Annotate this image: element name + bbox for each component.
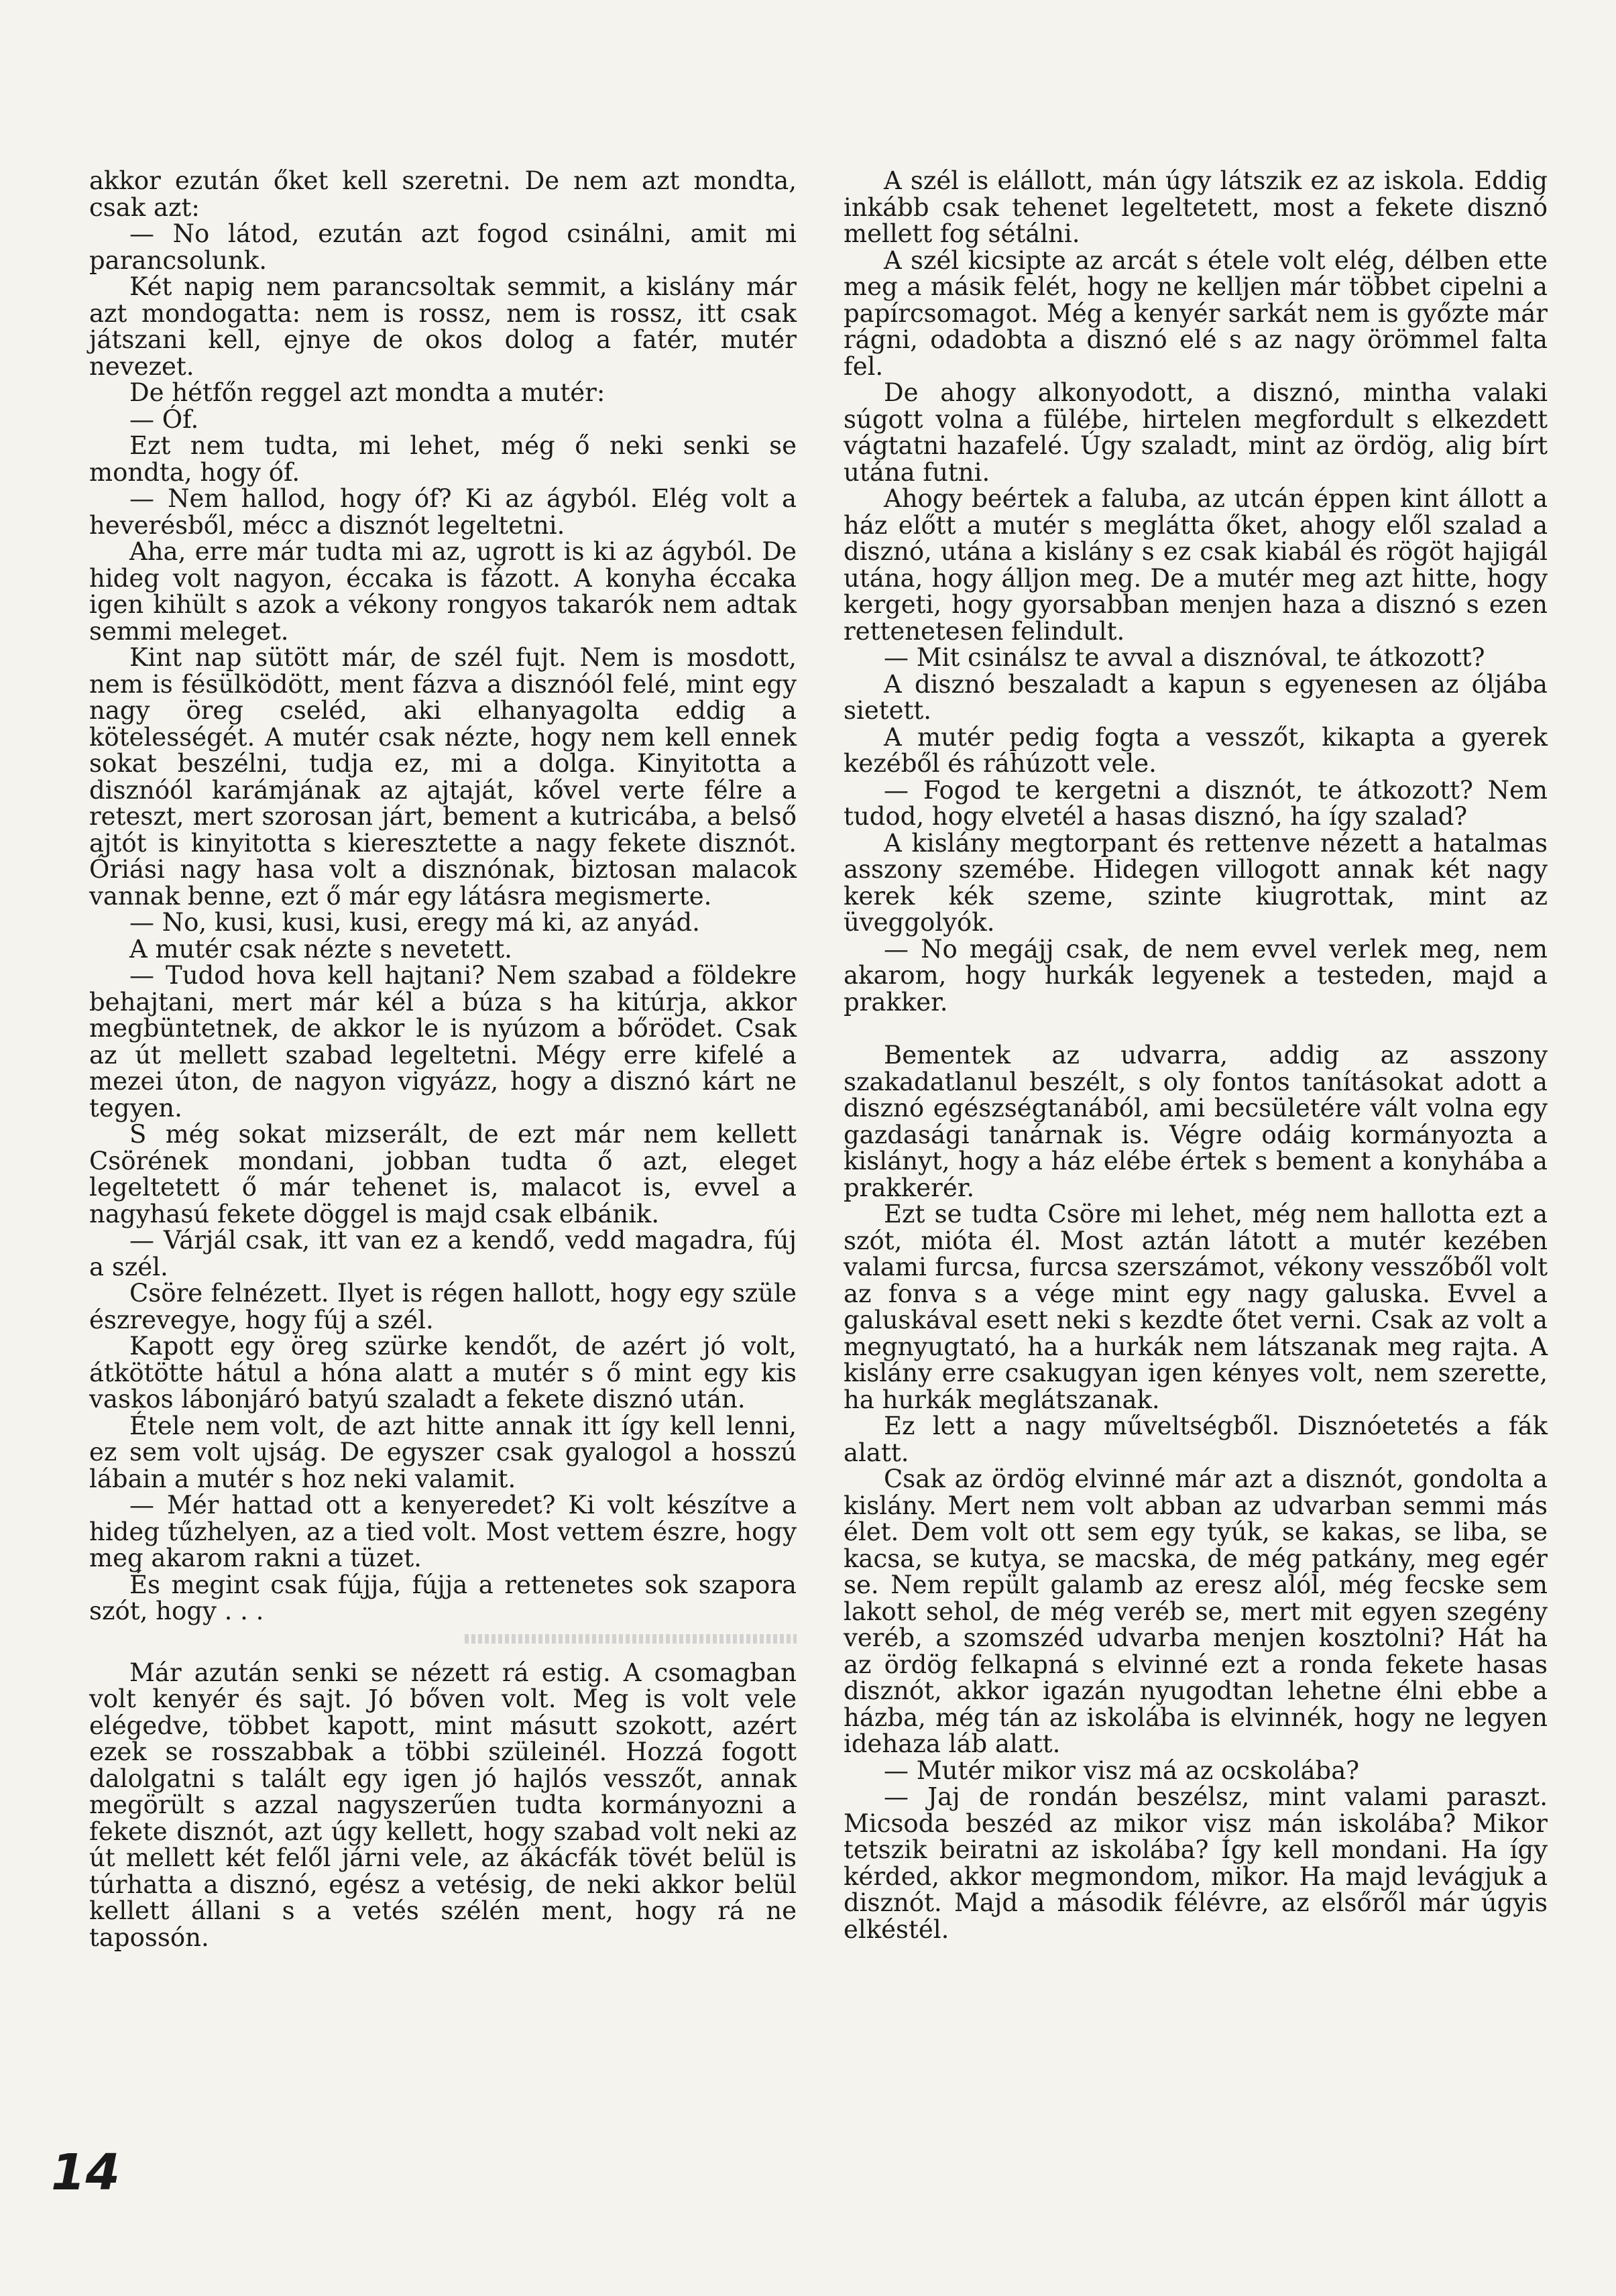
- right-column-paragraph: Csak az ördög elvinné már azt a disznót, gondolta a kislány. Mert nem volt abban az udvarban semmi más élet. Dem volt ott sem egy tyúk, se kakas, se liba, se kacsa, se kutya, se macska, de még patkány, meg egér se. Nem repült galamb az eresz alól, még fecske sem lakott sehol, de még veréb se, mert mit egyen szegény veréb, a szomszéd udvarba menjen kosztolni? Hát ha az ördög felkapná s elvinné ezt a ronda fekete hasas disznót, akkor igazán nyugodtan lehetne élni ebbe a házba, még tán az iskolába is elvinnék, hogy ne legyen idehaza láb alatt.: [844, 1465, 1548, 1758]
- right-column: [844, 168, 1548, 1943]
- left-column-paragraph: Csöre felnézett. Ilyet is régen hallott, hogy egy szüle észrevegye, hogy fúj a szél.: [89, 1279, 797, 1334]
- right-column-paragraph: A szél kicsipte az arcát s étele volt elég, délben ette meg a másik felét, hogy ne kelljen már többet cipelni a papírcsomagot. Még a kenyér sarkát nem is győzte már rágni, odadobta a disznó elé s az nagy örömmel falta fel.: [844, 245, 1548, 381]
- left-column-paragraph: akkor ezután őket kell szeretni. De nem azt mondta, csak azt:: [89, 166, 797, 222]
- right-column-paragraph: Bementek az udvarra, addig az asszony szakadatlanul beszélt, s oly fontos tanításokat adott a disznó egészségtanából, ami becsületére vált volna egy gazdasági tanárnak is. Végre odáig kormányozta a kislányt, hogy a ház elébe értek s bement a konyhába a prakkerér.: [844, 1041, 1548, 1202]
- left-column-paragraph: — Óf.: [129, 404, 199, 434]
- right-column-paragraph: — Mutér mikor visz má az ocskolába?: [884, 1756, 1360, 1785]
- right-column-paragraph: Ahogy beértek a faluba, az utcán éppen kint állott a ház előtt a mutér s meglátta őket, ahogy elől szalad a disznó, utána a kislány s ez csak kiabál és rögöt hajigál utána, hogy álljon meg. De a mutér meg azt hitte, hogy kergeti, hogy gyorsabban menjen haza a disznó s ezen rettenetesen felindult.: [844, 484, 1548, 646]
- left-column-paragraph: Két napig nem parancsoltak semmit, a kislány már azt mondogatta: nem is rossz, nem is rossz, itt csak játszani kell, ejnye de okos dolog a fatér, mutér nevezet.: [89, 272, 797, 381]
- left-column-paragraph: S még sokat mizserált, de ezt már nem kellett Csörének mondani, jobban tudta ő azt, eleget legeltetett ő már tehenet is, malacot is, evvel a nagyhasú fekete döggel is majd csak elbánik.: [89, 1120, 797, 1228]
- left-column-paragraph: Már azután senki se nézett rá estig. A csomagban volt kenyér és sajt. Jó bőven volt. Meg is volt vele elégedve, többet kapott, mint másutt szokott, azért ezek se rosszabbak a többi szüleinél. Hozzá fogott dalolgatni s talált egy igen jó hajlós vesszőt, annak megörült s azzal nagyszerűen tudta kormányozni a fekete disznót, azt úgy kellett, hogy szabad volt neki az út mellett két felől járni vele, az ákácfák tövét belül is túrhatta a disznó, egész a vetésig, de neki akkor belül kellett állani s a vetés szélén ment, hogy rá ne tapossón.: [89, 1658, 797, 1952]
- left-column-paragraph: De hétfőn reggel azt mondta a mutér:: [129, 378, 605, 407]
- left-column-paragraph: — Várjál csak, itt van ez a kendő, vedd magadra, fúj a szél.: [89, 1226, 797, 1281]
- left-column-paragraph: És megint csak fújja, fújja a rettenetes sok szapora szót, hogy . . .: [89, 1570, 797, 1625]
- right-column-paragraph: Ez lett a nagy műveltségből. Disznóetetés a fák alatt.: [844, 1412, 1548, 1467]
- left-column: [89, 168, 797, 1951]
- right-column-paragraph: — Fogod te kergetni a disznót, te átkozott? Nem tudod, hogy elvetél a hasas disznó, ha így szalad?: [844, 775, 1548, 831]
- left-column-paragraph: Kint nap sütött már, de szél fujt. Nem is mosdott, nem is fésülködött, ment fázva a disznóól felé, mint egy nagy öreg cseléd, aki elhanyagolta eddig a kötelességét. A mutér csak nézte, hogy nem kell ennek sokat beszélni, tudja ez, mi a dolga. Kinyitotta a disznóól karámjának az ajtaját, kővel verte félre a reteszt, mert szorosan járt, bement a kutricába, a belső ajtót is kinyitotta s kieresztette a nagy fekete disznót. Óriási nagy hasa volt a disznónak, biztosan malacok vannak benne, ezt ő már egy látásra megismerte.: [89, 643, 797, 911]
- left-column-paragraph: — Tudod hova kell hajtani? Nem szabad a földekre behajtani, mert már kél a búza s ha kitúrja, akkor megbüntetnek, de akkor le is nyúzom a bőrödet. Csak az út mellett szabad legeltetni. Mégy erre kifelé a mezei úton, de nagyon vigyázz, hogy a disznó kárt ne tegyen.: [89, 961, 797, 1123]
- left-column-paragraph: — No látod, ezután azt fogod csinálni, amit mi parancsolunk.: [89, 219, 797, 275]
- right-column-paragraph: Ezt se tudta Csöre mi lehet, még nem hallotta ezt a szót, mióta él. Most aztán látott a mutér kezében valami furcsa, furcsa szerszámot, vékony vesszőből volt az fonva s a vége mint egy nagy galuska. Evvel a galuskával esett neki s kezdte őtet verni. Csak az volt a megnyugtató, ha a hurkák nem látszanak meg rajta. A kislány erre csakugyan igen kényes volt, nem szerette, ha hurkák meglátszanak.: [844, 1200, 1548, 1414]
- right-column-paragraph: — Mit csinálsz te avval a disznóval, te átkozott?: [884, 643, 1485, 672]
- left-column-paragraph: — Nem hallod, hogy óf? Ki az ágyból. Elég volt a heverésből, mécc a disznót legeltetni.: [89, 484, 797, 540]
- right-column-paragraph: A szél is elállott, mán úgy látszik ez az iskola. Eddig inkább csak tehenet legeltetett, most a fekete disznó mellett fog sétálni.: [844, 166, 1548, 248]
- section-break-rule: [465, 1634, 797, 1644]
- left-column-paragraph: — Mér hattad ott a kenyeredet? Ki volt készítve a hideg tűzhelyen, az a tied volt. Most vettem észre, hogy meg akarom rakni a tüzet.: [89, 1491, 797, 1572]
- right-column-paragraph: — Jaj de rondán beszélsz, mint valami paraszt. Micsoda beszéd az mikor visz mán iskolába? Mikor tetszik beiratni az iskolába? Így kell mondani. Ha így kérded, akkor megmondom, mikor. Ha majd levágjuk a disznót. Majd a második félévre, az elsőről már úgyis elkéstél.: [844, 1782, 1548, 1944]
- right-column-paragraph: — No megájj csak, de nem evvel verlek meg, nem akarom, hogy hurkák legyenek a testeden, majd a prakker.: [844, 934, 1548, 1017]
- right-column-paragraph: A mutér pedig fogta a vesszőt, kikapta a gyerek kezéből és ráhúzott vele.: [844, 722, 1548, 778]
- left-column-paragraph: Kapott egy öreg szürke kendőt, de azért jó volt, átkötötte hátul a hóna alatt a mutér s ő mint egy kis vaskos lábonjáró batyú szaladt a fekete disznó után.: [89, 1332, 797, 1414]
- page-number: 14: [51, 2144, 120, 2201]
- left-column-paragraph: Aha, erre már tudta mi az, ugrott is ki az ágyból. De hideg volt nagyon, éccaka is fázott. A konyha éccaka igen kihült s azok a vékony rongyos takarók nem adtak semmi meleget.: [89, 537, 797, 646]
- right-column-paragraph: De ahogy alkonyodott, a disznó, mintha valaki súgott volna a fülébe, hirtelen megfordult s elkezdett vágtatni hazafelé. Úgy szaladt, mint az ördög, alig bírt utána futni.: [844, 378, 1548, 487]
- left-column-paragraph: — No, kusi, kusi, kusi, eregy má ki, az anyád.: [129, 908, 700, 937]
- left-column-paragraph: A mutér csak nézte s nevetett.: [129, 934, 512, 964]
- right-column-paragraph: A kislány megtorpant és rettenve nézett a hatalmas asszony szemébe. Hidegen villogott annak két nagy kerek kék szeme, szinte kiugrottak, mint az üveggolyók.: [844, 828, 1548, 937]
- left-column-paragraph: Ezt nem tudta, mi lehet, még ő neki senki se mondta, hogy óf.: [89, 431, 797, 487]
- right-column-paragraph: A disznó beszaladt a kapun s egyenesen az óljába sietett.: [844, 669, 1548, 725]
- left-column-paragraph: Étele nem volt, de azt hitte annak itt így kell lenni, ez sem volt ujság. De egyszer csak gyalogol a hosszú lábain a mutér s hoz neki valamit.: [89, 1411, 797, 1493]
